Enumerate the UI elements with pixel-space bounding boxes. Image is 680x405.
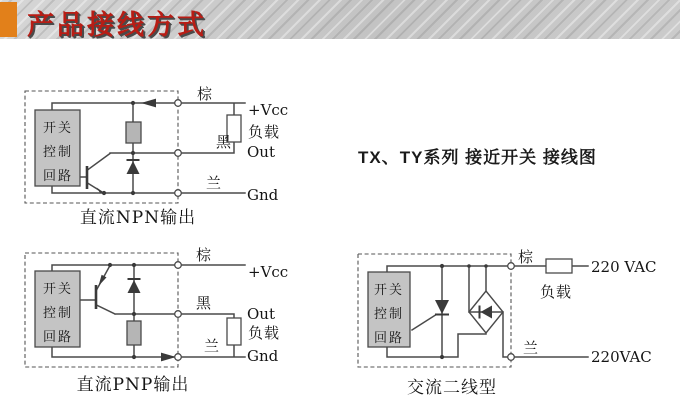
ac-caption: 交流二线型: [407, 378, 497, 398]
series-title: TX、TY系列 接近开关 接线图: [358, 148, 597, 167]
ac-load-resistor: [546, 259, 572, 273]
npn-current-arrow-icon: [141, 99, 156, 108]
npn-diode: [127, 160, 140, 174]
npn-wire-label-black: 黑: [216, 133, 233, 151]
pnp-wire-label-brown: 棕: [196, 246, 213, 264]
ac-control-box-text-3: 回路: [373, 331, 405, 346]
pnp-current-arrow-icon: [161, 353, 176, 362]
npn-control-box-text-2: 控制: [42, 145, 74, 160]
pnp-pin-label-gnd: Gnd: [247, 347, 279, 365]
npn-pin-label-out: Out: [247, 143, 275, 161]
npn-pin-label-vcc: +Vcc: [248, 101, 289, 119]
pnp-control-box-text-3: 回路: [42, 330, 74, 345]
npn-control-box-text-1: 开关: [42, 121, 74, 136]
ac-wire-label-brown: 棕: [518, 248, 535, 266]
page-title: 产品接线方式: [27, 10, 207, 40]
npn-terminal-black: [175, 150, 182, 157]
ac-control-box-text-2: 控制: [373, 307, 405, 322]
npn-transistor: [87, 166, 104, 193]
pnp-diode: [128, 279, 141, 293]
npn-wire-label-blue: 兰: [206, 174, 223, 192]
npn-terminal-brown: [175, 100, 182, 107]
ac-circuit-diagram: [358, 248, 657, 398]
pnp-terminal-brown: [175, 262, 182, 269]
pnp-transistor: [96, 275, 107, 309]
pnp-wire-label-black: 黑: [196, 294, 213, 312]
pnp-wire-label-blue: 兰: [204, 337, 221, 355]
npn-caption: 直流NPN输出: [79, 208, 197, 228]
ac-control-box-text-1: 开关: [373, 283, 405, 298]
npn-pin-label-gnd: Gnd: [247, 186, 279, 204]
npn-circuit-diagram: [25, 85, 288, 228]
pnp-control-box-text-2: 控制: [42, 306, 74, 321]
ac-thyristor: [435, 300, 449, 315]
pnp-control-box-text-1: 开关: [42, 282, 74, 297]
npn-terminal-blue: [175, 190, 182, 197]
pnp-caption: 直流PNP输出: [76, 375, 190, 395]
pnp-terminal-blue: [175, 354, 182, 361]
pnp-load-resistor: [227, 318, 241, 345]
pnp-load-label: 负载: [248, 324, 281, 342]
pnp-circuit-diagram: [25, 246, 288, 395]
ac-terminal-blue: [508, 354, 515, 361]
ac-terminal-brown: [508, 263, 515, 270]
npn-load-label: 负载: [248, 123, 281, 141]
ac-vac-label-bottom: 220VAC: [591, 348, 652, 366]
pnp-pin-label-vcc: +Vcc: [248, 263, 289, 281]
npn-control-box-text-3: 回路: [42, 169, 74, 184]
pnp-pin-label-out: Out: [247, 305, 275, 323]
ac-load-label: 负载: [540, 283, 573, 301]
ac-vac-label-top: 220 VAC: [591, 258, 657, 276]
pnp-resistor: [127, 321, 141, 345]
ac-bridge-rectifier: [469, 291, 503, 333]
npn-resistor: [126, 122, 141, 143]
ac-wire-label-blue: 兰: [523, 339, 540, 357]
npn-wire-label-brown: 棕: [197, 85, 214, 103]
pnp-terminal-black: [175, 311, 182, 318]
